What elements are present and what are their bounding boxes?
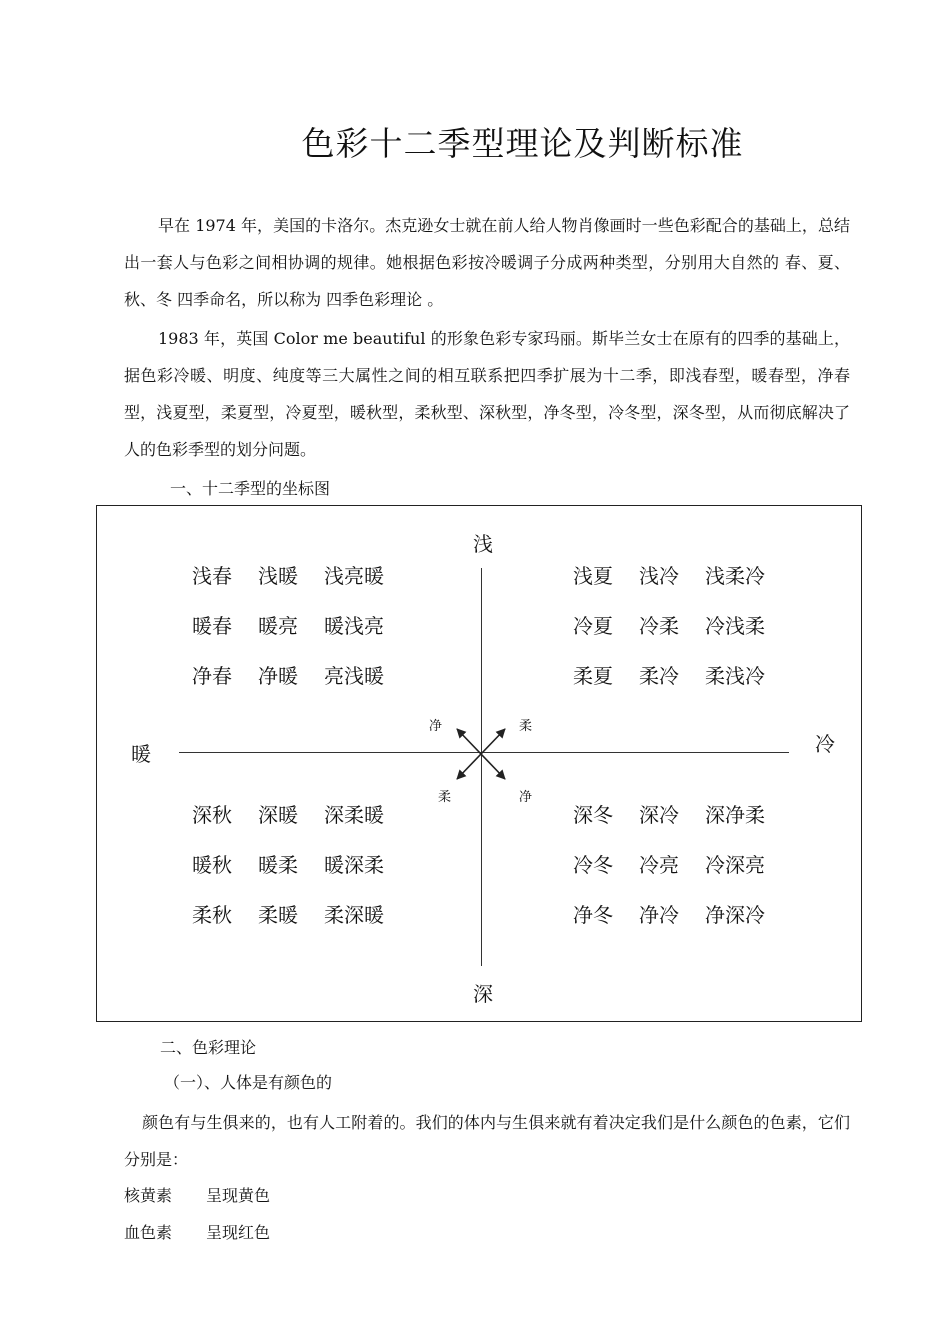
quadrant-autumn [192, 795, 384, 945]
season-type: 浅柔冷 [705, 564, 765, 588]
document-title: 色彩十二季型理论及判断标准 [301, 124, 744, 163]
season-type: 深净柔 [705, 803, 765, 827]
season-type: 浅暖 [258, 564, 298, 588]
pigment-effect: 呈现黄色 [206, 1186, 271, 1205]
quadrant-row [192, 606, 384, 656]
quadrant-row [573, 895, 765, 945]
season-type: 暖浅亮 [324, 614, 384, 638]
diagonal-arrows [437, 706, 527, 796]
chart-heading: 一、十二季型的坐标图 [170, 479, 331, 498]
pigment-row [124, 1221, 270, 1245]
season-type: 深冷 [639, 803, 679, 827]
season-type: 净春 [192, 664, 232, 688]
season-type: 深秋 [192, 803, 232, 827]
axis-label-cool: 冷 [815, 732, 835, 756]
season-type: 柔夏 [573, 664, 613, 688]
arrow-label-upper-left: 净 [429, 719, 443, 734]
season-type: 深冬 [573, 803, 613, 827]
season-type: 暖亮 [258, 614, 298, 638]
season-type: 净暖 [258, 664, 298, 688]
season-type: 深暖 [258, 803, 298, 827]
season-type: 柔暖 [258, 903, 298, 927]
season-type: 冷浅柔 [705, 614, 765, 638]
quadrant-row [192, 845, 384, 895]
axis-label-deep: 深 [473, 982, 493, 1006]
intro-paragraph-2 [124, 320, 850, 468]
arrow-label-lower-right: 净 [519, 790, 533, 805]
axis-label-warm: 暖 [131, 742, 151, 766]
season-type: 柔冷 [639, 664, 679, 688]
intro-paragraph-2-text: 1983 年，英国 Color me beautiful 的形象色彩专家玛丽。斯毕兰女士在原有的四季的基础上，据色彩冷暖、明度、纯度等三大属性之间的相互联系把四季扩展为十二季，即浅春型，暖春型，净春型，浅夏型，柔夏型，冷夏型，暖秋型，柔秋型、深秋型，净冬型，冷冬型，深冬型，从而彻底解决了人的色彩季型的划分问题。 [124, 329, 850, 459]
season-type: 冷柔 [639, 614, 679, 638]
season-type: 冷亮 [639, 853, 679, 877]
season-type: 浅春 [192, 564, 232, 588]
quadrant-row [192, 895, 384, 945]
quadrant-row [573, 845, 765, 895]
season-type: 净冬 [573, 903, 613, 927]
season-type: 冷深亮 [705, 853, 765, 877]
season-type: 冷夏 [573, 614, 613, 638]
season-type: 暖春 [192, 614, 232, 638]
season-type: 亮浅暖 [324, 664, 384, 688]
pigment-name: 核黄素 [124, 1186, 173, 1205]
theory-paragraph [124, 1104, 850, 1178]
season-type: 暖柔 [258, 853, 298, 877]
quadrant-winter [573, 795, 765, 945]
quadrant-row [573, 556, 765, 606]
season-type: 柔浅冷 [705, 664, 765, 688]
season-type: 浅亮暖 [324, 564, 384, 588]
quadrant-summer [573, 556, 765, 706]
season-type: 浅冷 [639, 564, 679, 588]
theory-subheading: （一）、人体是有颜色的 [164, 1073, 333, 1092]
season-type: 柔深暖 [324, 903, 384, 927]
intro-paragraph-1 [124, 207, 850, 318]
intro-paragraph-1-text: 早在 1974 年，美国的卡洛尔。杰克逊女士就在前人给人物肖像画时一些色彩配合的基础上，总结出一套人与色彩之间相协调的规律。她根据色彩按冷暖调子分成两种类型，分别用大自然的 春、夏、秋、冬 四季命名，所以称为 四季色彩理论 。 [124, 216, 850, 309]
quadrant-row [192, 795, 384, 845]
theory-heading: 二、色彩理论 [160, 1038, 257, 1057]
theory-paragraph-text: 颜色有与生俱来的，也有人工附着的。我们的体内与生俱来就有着决定我们是什么颜色的色素，它们分别是： [124, 1113, 850, 1169]
season-type: 暖深柔 [324, 853, 384, 877]
pigment-row [124, 1184, 270, 1208]
quadrant-row [192, 556, 384, 606]
quadrant-row [573, 656, 765, 706]
arrow-label-upper-right: 柔 [519, 719, 533, 734]
season-type: 浅夏 [573, 564, 613, 588]
season-type: 净冷 [639, 903, 679, 927]
quadrant-spring [192, 556, 384, 706]
quadrant-row [192, 656, 384, 706]
season-type: 暖秋 [192, 853, 232, 877]
axis-label-light: 浅 [473, 532, 493, 556]
season-coordinate-chart [96, 505, 862, 1022]
season-type: 冷冬 [573, 853, 613, 877]
quadrant-row [573, 795, 765, 845]
pigment-effect: 呈现红色 [206, 1223, 271, 1242]
quadrant-row [573, 606, 765, 656]
season-type: 净深冷 [705, 903, 765, 927]
pigment-name: 血色素 [124, 1223, 173, 1242]
arrow-label-lower-left: 柔 [438, 790, 452, 805]
season-type: 深柔暖 [324, 803, 384, 827]
season-type: 柔秋 [192, 903, 232, 927]
